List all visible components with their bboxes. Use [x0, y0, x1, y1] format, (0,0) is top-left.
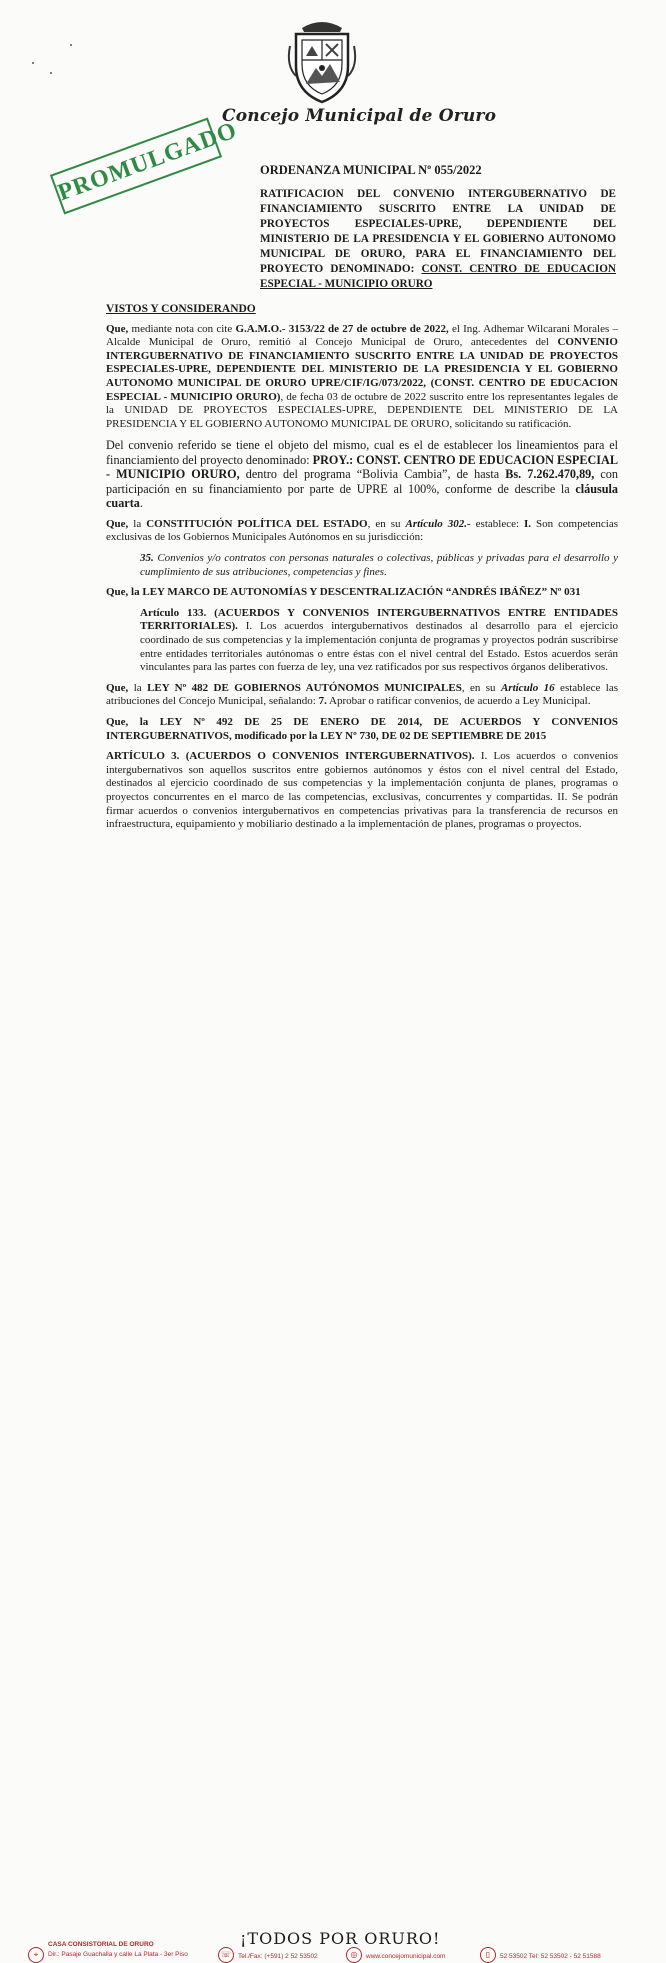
footer-address: Dir.: Pasaje Guachalla y calle La Plata - 3er Piso: [48, 1951, 188, 1958]
section-heading: VISTOS Y CONSIDERANDO: [106, 303, 256, 315]
document-body: [106, 303, 618, 839]
scan-speck: [32, 62, 34, 64]
ordinance-title: ORDENANZA MUNICIPAL Nº 055/2022: [260, 163, 482, 177]
footer-address-title: CASA CONSISTORIAL DE ORURO: [48, 1941, 154, 1948]
paragraph-6: Que, la LEY Nº 492 DE 25 DE ENERO DE 2014, DE ACUERDOS Y CONVENIOS INTERGUBERNATIVOS, modificado por la LEY Nº 730, DE 02 DE SEPTIEMBRE DE 2015: [106, 715, 618, 742]
organization-name: Concejo Municipal de Oruro: [222, 106, 497, 126]
phone-icon: ☏: [218, 1947, 234, 1963]
scan-speck: [70, 44, 72, 46]
municipal-crest-icon: [282, 16, 362, 106]
promulgado-stamp: PROMULGADO: [50, 118, 222, 215]
paragraph-3: Que, la CONSTITUCIÓN POLÍTICA DEL ESTADO, en su Artículo 302.- establece: I. Son competencias exclusivas de los Gobiernos Municipales Autónomos en su jurisdicción:: [106, 517, 618, 544]
footer-phones-right: 52 53502 Tel: 52 53502 - 52 51588: [500, 1953, 601, 1960]
footer-web: www.concejomunicipal.com: [366, 1953, 446, 1960]
paragraph-2: Del convenio referido se tiene el objeto del mismo, cual es el de establecer los lineamientos para el financiamiento del proyecto denominado: PROY.: CONST. CENTRO DE EDUCACION ESPECIAL - MUNICIPIO ORURO, dentro del programa “Bolivia Cambia”, de hasta Bs. 7.262.470,89, con participación en su financiamiento por parte de UPRE al 100%, conforme de describe la cláusula cuarta.: [106, 438, 618, 511]
paragraph-5: Que, la LEY Nº 482 DE GOBIERNOS AUTÓNOMOS MUNICIPALES, en su Artículo 16 establece las atribuciones del Concejo Municipal, señalando: 7. Aprobar o ratificar convenios, de acuerdo a Ley Municipal.: [106, 681, 618, 708]
ordinance-subject: [260, 187, 616, 292]
location-icon: ⌖: [28, 1947, 44, 1963]
scan-speck: [50, 72, 52, 74]
footer-slogan: ¡TODOS POR ORURO!: [240, 1929, 441, 1948]
subject-project: CONST. CENTRO DE EDUCACION ESPECIAL - MUNICIPIO ORURO: [260, 263, 616, 290]
paragraph-4-article: Artículo 133. (ACUERDOS Y CONVENIOS INTERGUBERNATIVOS ENTRE ENTIDADES TERRITORIALES). I. Los acuerdos intergubernativos destinados al desarrollo para el ejercicio coordinado de sus competencias y la implementación conjunta de programas y proyectos podrán suscribirse entre entidades territoriales autónomas o entre éstas con el nivel central del Estado. Estos acuerdos serán vinculantes para las partes con fuerza de ley, una vez ratificados por sus respectivos órganos deliberativos.: [140, 606, 618, 674]
subject-main: RATIFICACION DEL CONVENIO INTERGUBERNATIVO DE FINANCIAMIENTO SUSCRITO ENTRE LA UNIDAD DE PROYECTOS ESPECIALES-UPRE, DEPENDIENTE DEL MINISTERIO DE LA PRESIDENCIA Y EL GOBIERNO AUTONOMO MUNICIPAL DE ORURO, PARA EL FINANCIAMIENTO DEL PROYECTO DENOMINADO:: [260, 188, 616, 275]
paragraph-3-quote: 35. Convenios y/o contratos con personas naturales o colectivas, públicas y privadas para el desarrollo y cumplimiento de sus atribuciones, competencias y fines.: [140, 552, 618, 578]
footer-phone: Tel./Fax: (+591) 2 52 53502: [238, 1953, 318, 1960]
footer: [0, 963, 666, 1960]
web-icon: ◎: [346, 1947, 362, 1963]
paragraph-4: Que, la LEY MARCO DE AUTONOMÍAS Y DESCENTRALIZACIÓN “ANDRÉS IBÁÑEZ” Nº 031: [106, 586, 581, 599]
mobile-icon: ▯: [480, 1947, 496, 1963]
paragraph-1: Que, mediante nota con cite G.A.M.O.- 3153/22 de 27 de octubre de 2022, el Ing. Adhemar Wilcarani Morales – Alcalde Municipal de Oruro, remitió al Concejo Municipal de Oruro, antecedentes del CONVENIO INTERGUBERNATIVO DE FINANCIAMIENTO SUSCRITO ENTRE LA UNIDAD DE PROYECTOS ESPECIALES-UPRE, DEPENDIENTE DEL MINISTERIO DE LA PRESIDENCIA Y EL GOBIERNO AUTONOMO MUNICIPAL DE ORURO UPRE/CIF/IG/073/2022, (CONST. CENTRO DE EDUCACION ESPECIAL - MUNICIPIO ORURO), de fecha 03 de octubre de 2022 suscrito entre los representantes legales de la UNIDAD DE PROYECTOS ESPECIALES-UPRE, DEPENDIENTE DEL MINISTERIO DE LA PRESIDENCIA Y EL GOBIERNO AUTONOMO MUNICIPAL DE ORURO, solicitando su ratificación.: [106, 322, 618, 430]
paragraph-6-article: ARTÍCULO 3. (ACUERDOS O CONVENIOS INTERGUBERNATIVOS). I. Los acuerdos o convenios intergubernativos son aquellos suscritos entre gobiernos autónomos y éstos con el nivel central del Estado, destinados al ejercicio coordinado de sus competencias y la implementación conjunta de planes, programas o proyectos concurrentes en el marco de las competencias, exclusivas, concurrentes y compartidas. II. Se podrán firmar acuerdos o convenios intergubernativos en competencias privativas para la transferencia de recursos en infraestructura, equipamiento y mobiliario destinado a la implementación de planes, programas o proyectos.: [106, 750, 619, 831]
